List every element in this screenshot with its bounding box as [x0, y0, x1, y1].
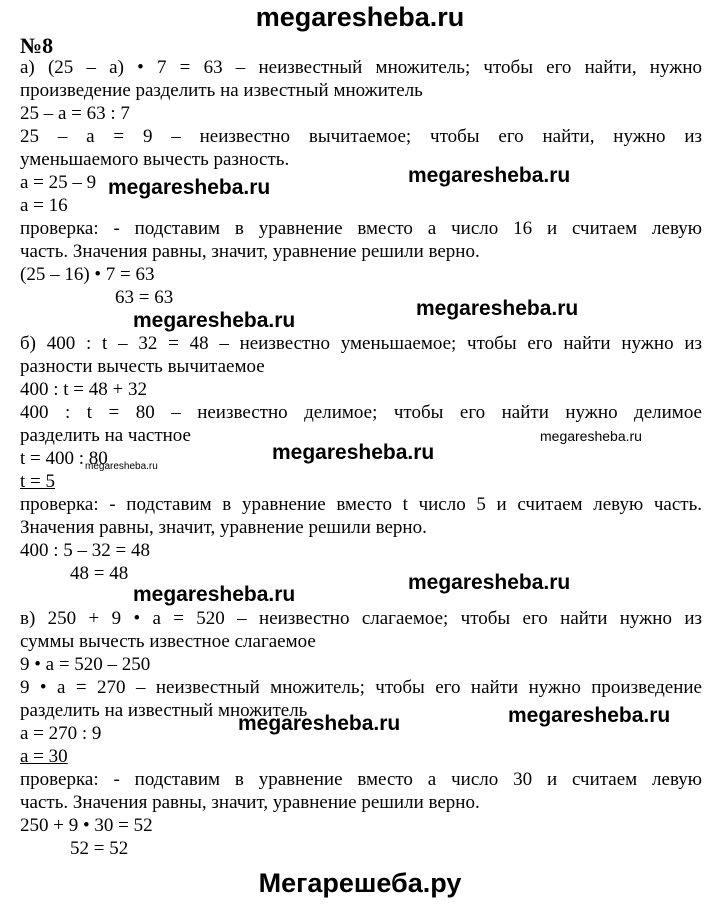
text-line: а = 270 : 9: [20, 723, 102, 744]
watermark: megaresheba.ru: [540, 428, 642, 444]
watermark: megaresheba.ru: [133, 309, 296, 332]
text-line: 25 – а = 63 : 7: [20, 103, 130, 124]
text-line: произведение разделить на известный множитель: [20, 80, 423, 101]
text-line: проверка: - подставим в уравнение вместо а число 30 и считаем левую: [20, 769, 702, 790]
watermark: megaresheba.ru: [85, 461, 158, 472]
text-line: часть. Значения равны, значит, уравнение решили верно.: [20, 241, 480, 262]
text-line: 48 = 48: [70, 563, 129, 584]
text-line: 250 + 9 • 30 = 52: [20, 815, 153, 836]
text-line: 63 = 63: [115, 287, 174, 308]
site-footer: Мегарешеба.ру: [258, 868, 462, 898]
text-line: 400 : t = 80 – неизвестно делимое; чтобы его найти нужно делимое: [20, 402, 702, 423]
text-line: а = 25 – 9: [20, 172, 97, 193]
text-line: часть. Значения равны, значит, уравнение решили верно.: [20, 792, 480, 813]
text-line: 9 • а = 270 – неизвестный множитель; чтобы его найти нужно произведение: [20, 677, 702, 698]
watermark: megaresheba.ru: [408, 164, 571, 187]
text-line: суммы вычесть известное слагаемое: [20, 631, 316, 652]
text-line: 25 – а = 9 – неизвестно вычитаемое; чтобы его найти, нужно из: [20, 126, 702, 147]
text-line: 400 : t = 48 + 32: [20, 379, 147, 400]
watermark: megaresheba.ru: [108, 176, 271, 199]
site-header: megaresheba.ru: [255, 2, 465, 32]
text-line: 400 : 5 – 32 = 48: [20, 540, 150, 561]
watermark: megaresheba.ru: [508, 704, 671, 727]
text-line: разделить на известный множитель: [20, 700, 308, 721]
watermark: megaresheba.ru: [133, 583, 296, 606]
watermark: megaresheba.ru: [238, 712, 401, 735]
text-line: а = 16: [20, 195, 68, 216]
text-line: t = 400 : 80: [20, 448, 108, 469]
watermark: megaresheba.ru: [408, 571, 571, 594]
answer-line: t = 5: [20, 471, 55, 492]
text-line: разделить на частное: [20, 425, 191, 446]
text-line: (25 – 16) • 7 = 63: [20, 264, 155, 285]
text-line: б) 400 : t – 32 = 48 – неизвестно уменьшаемое; чтобы его найти нужно из: [20, 333, 702, 354]
watermark: megaresheba.ru: [272, 441, 435, 464]
text-line: проверка: - подставим в уравнение вместо t число 5 и считаем левую часть.: [20, 494, 702, 515]
text-line: а) (25 – а) • 7 = 63 – неизвестный множитель; чтобы его найти, нужно: [20, 57, 702, 78]
text-line: Значения равны, значит, уравнение решили верно.: [20, 517, 427, 538]
text-line: уменьшаемого вычесть разность.: [20, 149, 290, 170]
task-number: №8: [20, 33, 54, 58]
text-line: в) 250 + 9 • а = 520 – неизвестно слагаемое; чтобы его найти нужно из: [20, 608, 702, 629]
text-line: проверка: - подставим в уравнение вместо а число 16 и считаем левую: [20, 218, 702, 239]
answer-line: а = 30: [20, 746, 68, 767]
text-line: 9 • а = 520 – 250: [20, 654, 151, 675]
text-line: разности вычесть вычитаемое: [20, 356, 265, 377]
watermark: megaresheba.ru: [416, 297, 579, 320]
text-line: 52 = 52: [70, 838, 129, 859]
